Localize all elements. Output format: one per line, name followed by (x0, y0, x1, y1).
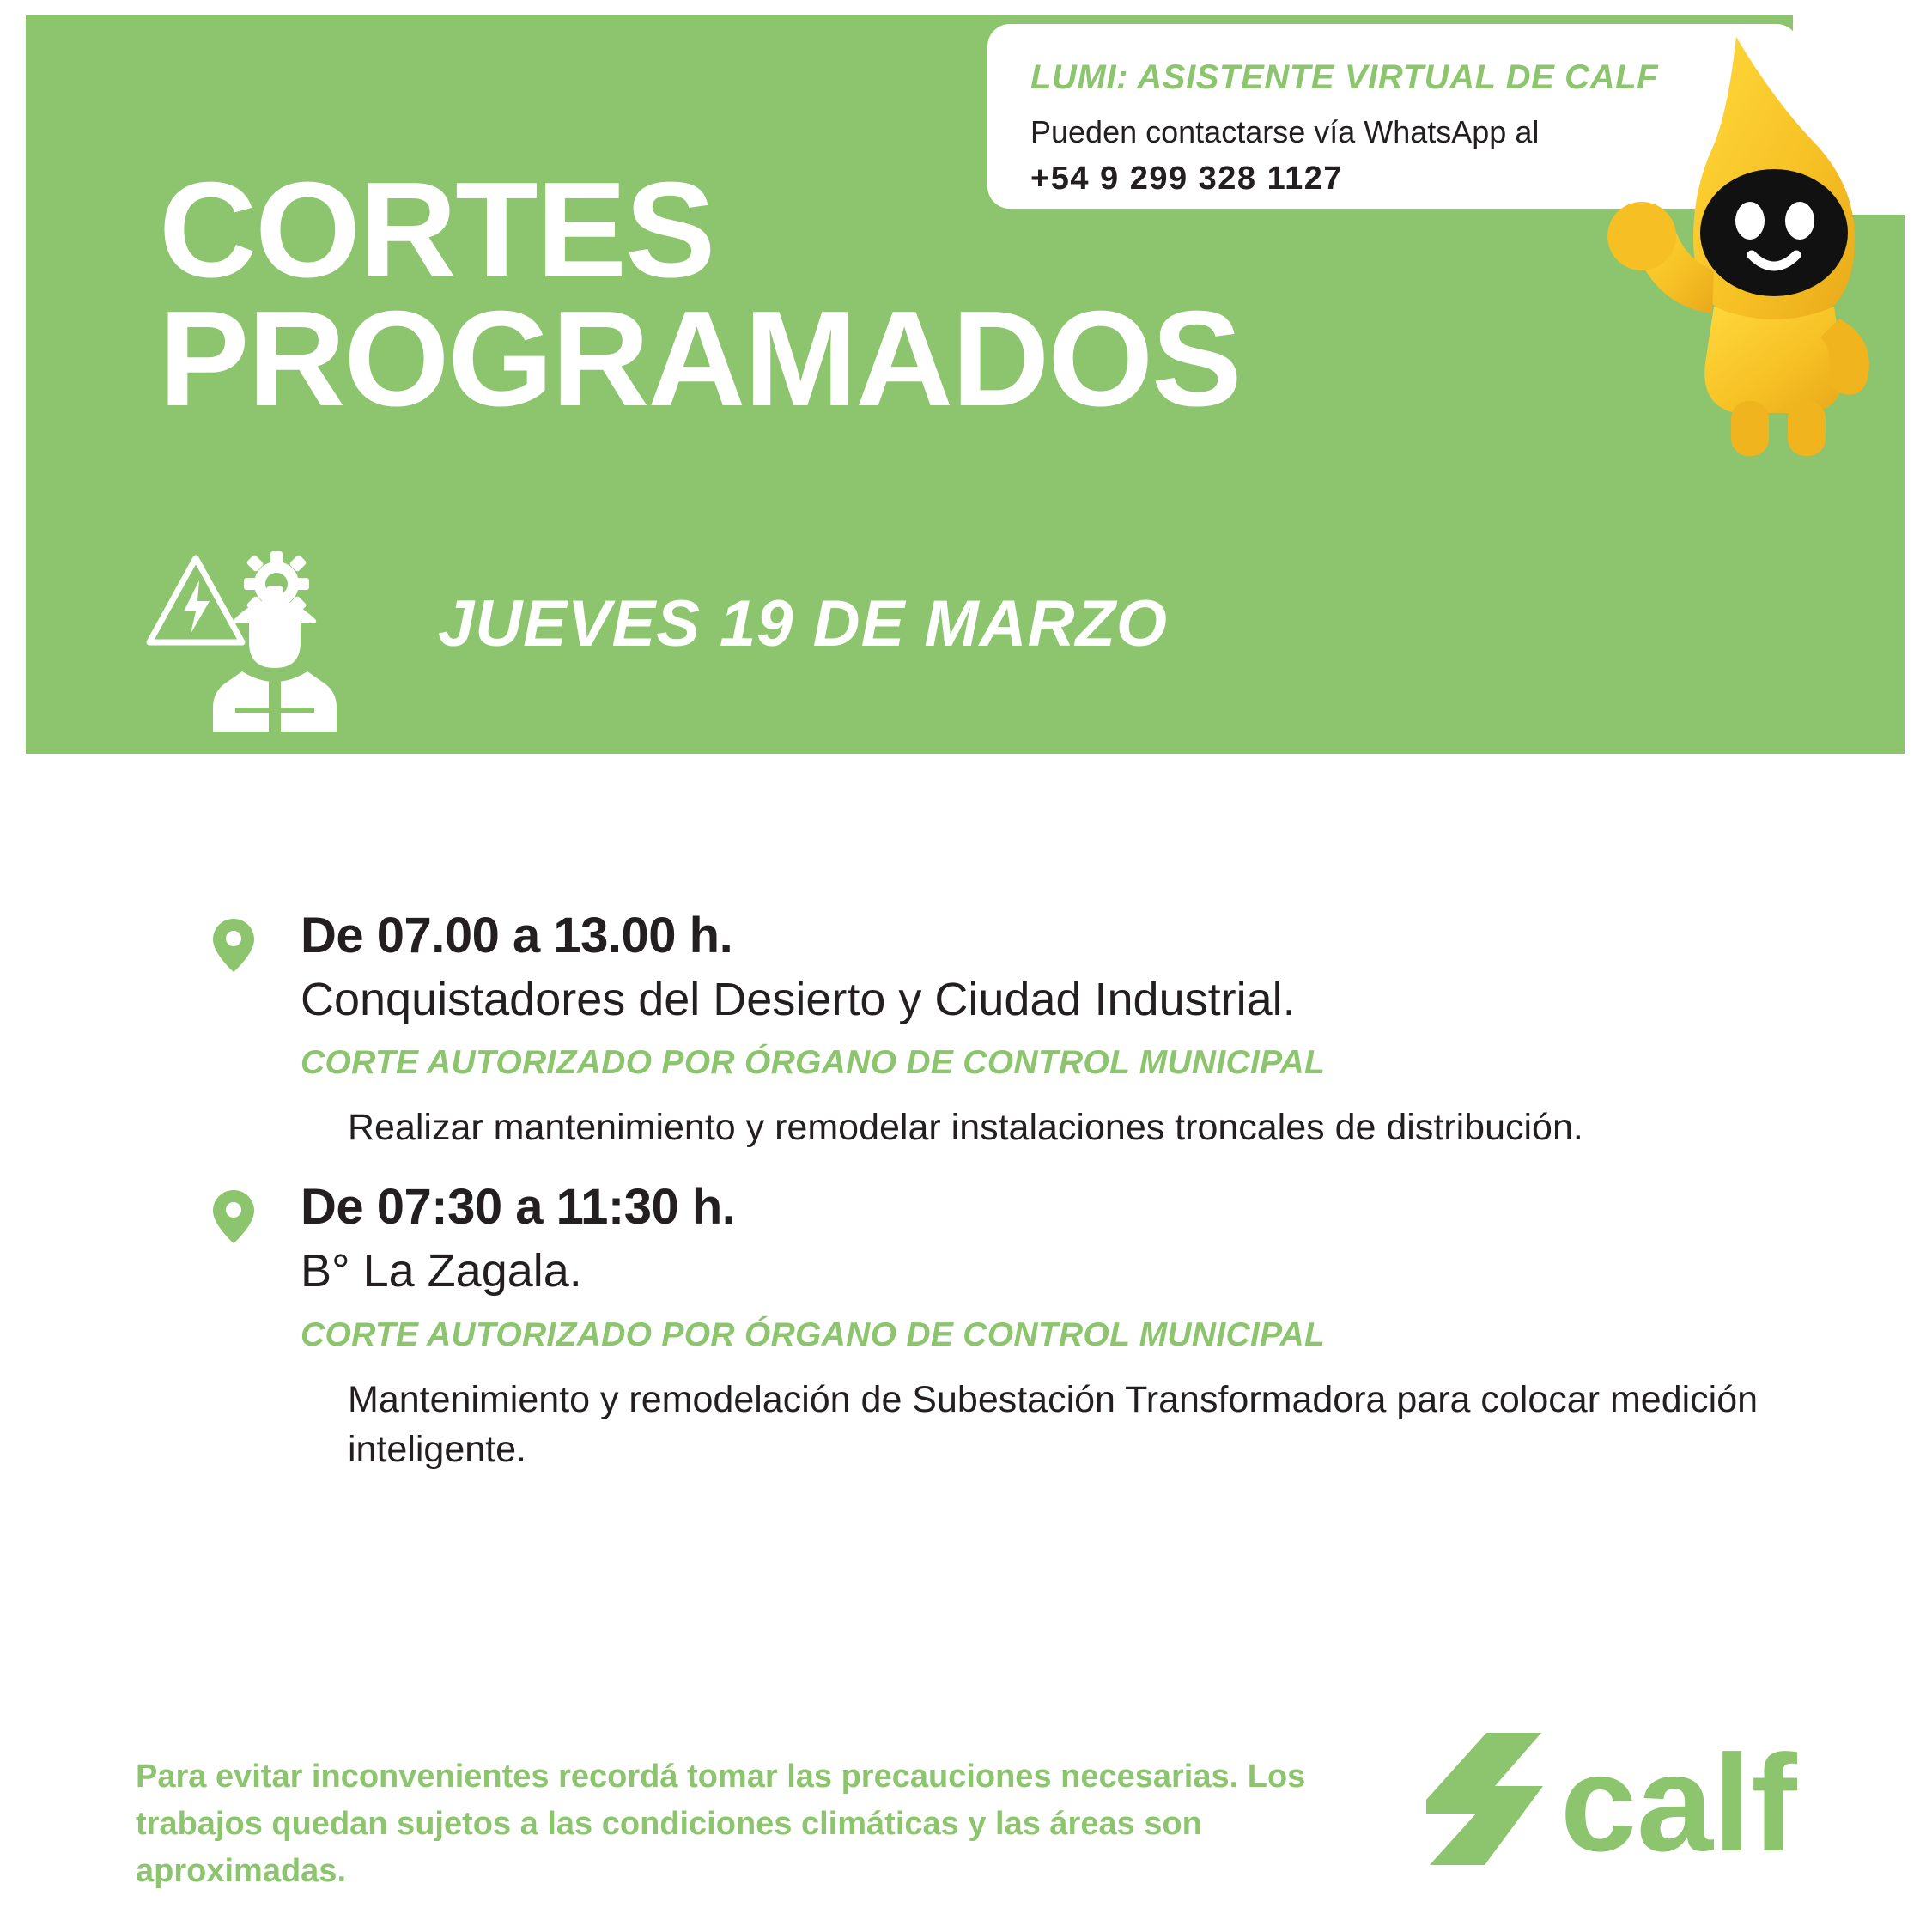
calf-logo-icon (1413, 1717, 1842, 1880)
lumi-subtitle: Pueden contactarse vía WhatsApp al (1030, 114, 1540, 149)
lumi-title: LUMI: ASISTENTE VIRTUAL DE CALF (1030, 58, 1659, 96)
location-pin-icon (213, 1190, 254, 1243)
lumi-mascot-flame-icon (1537, 30, 1872, 477)
outage-place: B° La Zagala. (301, 1245, 582, 1297)
location-pin-icon (213, 919, 254, 972)
outage-authorization: CORTE AUTORIZADO POR ÓRGANO DE CONTROL MUNICIPAL (301, 1315, 1326, 1353)
outage-list (0, 910, 1932, 1504)
outage-date: JUEVES 19 DE MARZO (438, 587, 1168, 660)
page-title-line2: PROGRAMADOS (159, 283, 1241, 435)
outage-description: Mantenimiento y remodelación de Subestación Transformadora para colocar medición inteligente. (348, 1378, 1759, 1470)
outage-time: De 07.00 a 13.00 h. (301, 908, 733, 963)
footer-note: Para evitar inconvenientes recordá tomar las precauciones necesarias. Los trabajos quedan sujetos a las condiciones climáticas y las áreas son aproximadas. (136, 1759, 1306, 1890)
svg-text:calf: calf (1560, 1726, 1797, 1880)
outage-time: De 07:30 a 11:30 h. (301, 1179, 736, 1236)
outage-place: Conquistadores del Desierto y Ciudad Industrial. (301, 973, 1296, 1025)
list-item (0, 910, 1932, 1152)
page-title-line1: CORTES (159, 155, 714, 306)
outage-authorization: CORTE AUTORIZADO POR ÓRGANO DE CONTROL MUNICIPAL (301, 1044, 1326, 1082)
list-item (0, 1179, 1932, 1473)
electric-hazard-worker-icon (146, 539, 369, 732)
outage-description: Realizar mantenimiento y remodelar instalaciones troncales de distribución. (348, 1107, 1583, 1149)
lumi-phone-number: +54 9 299 328 1127 (1030, 161, 1344, 197)
